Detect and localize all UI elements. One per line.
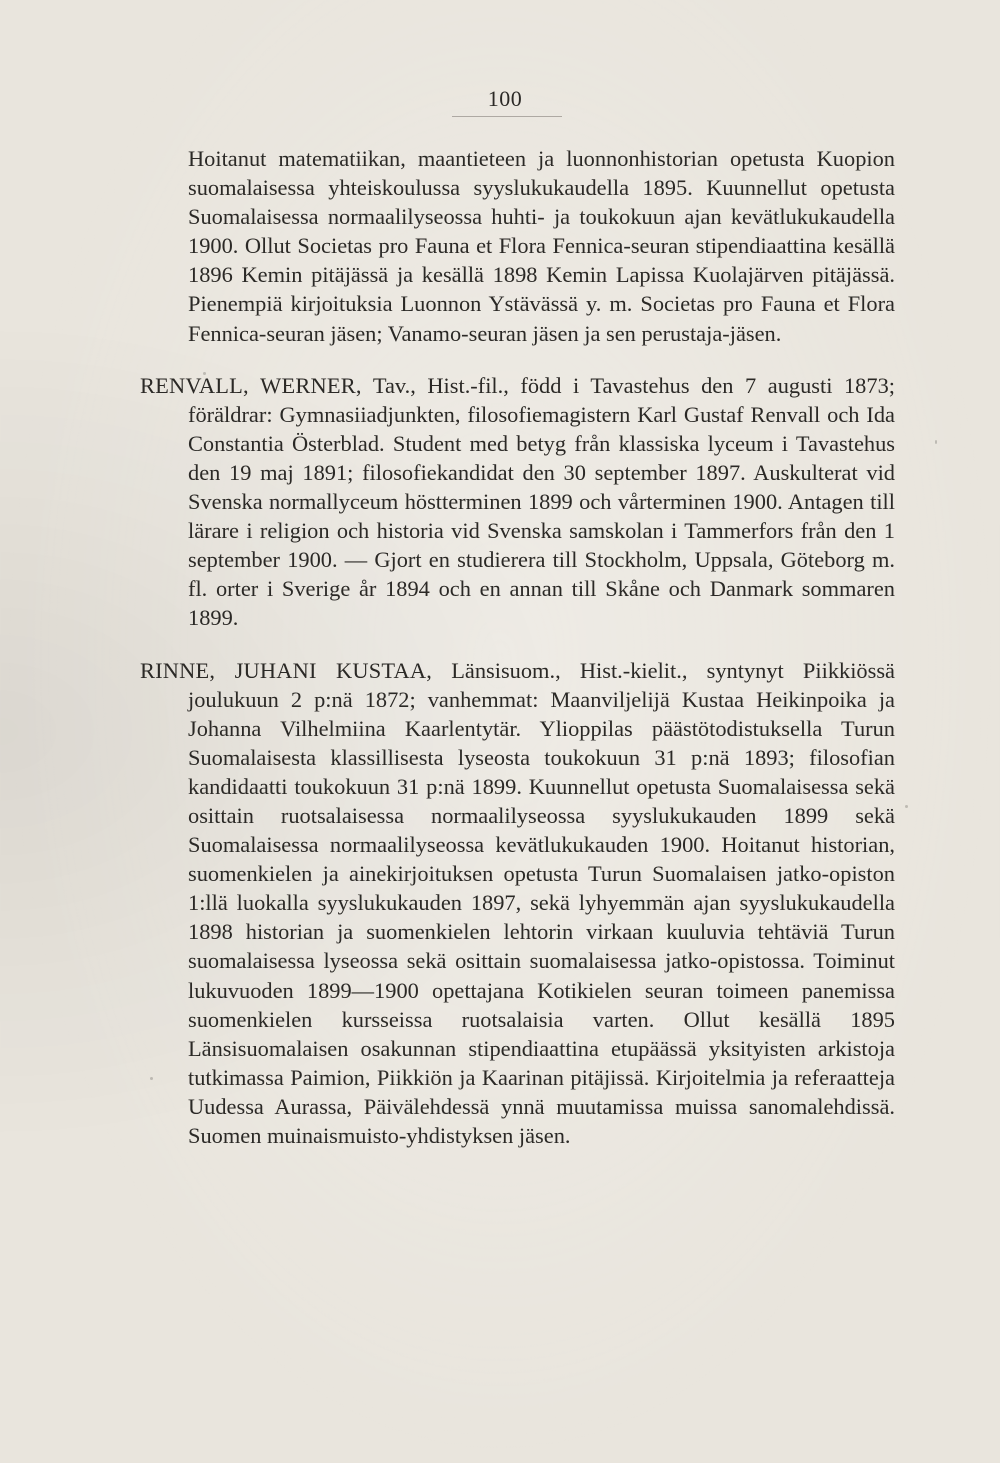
entry-text: Tav., Hist.-fil., född i Tavastehus den 7 augusti 1873; föräldrar: Gymnasiiadjunkten, filosofiemagistern Karl Gustaf Renvall och Ida Constantia Österblad. Student med betyg från klassiska lyceum i Tavastehus den 19 maj 1891; filosofiekandidat den 30 september 1897. Auskulterat vid Svenska normallyceum höstterminen 1899 och vårterminen 1900. Antagen till lärare i religion och historia vid Svenska samskolan i Tammerfors från den 1 september 1900. — Gjort en studierera till Stockholm, Uppsala, Göteborg m. fl. orter i Sverige år 1894 och en annan till Skåne och Danmark sommaren 1899. <box>188 372 895 631</box>
page-number: 100 <box>487 86 523 111</box>
entry-text: Länsisuom., Hist.-kielit., syntynyt Piikkiössä joulukuun 2 p:nä 1872; vanhemmat: Maanviljelijä Kustaa Heikinpoika ja Johanna Vilhelmiina Kaarlentytär. Ylioppilas päästötodistuksella Turun Suomalaisesta klassillisesta lyseosta toukokuun 31 p:nä 1893; filosofian kandidaatti toukokuun 31 p:nä 1899. Kuunnellut opetusta Suomalaisessa sekä osittain ruotsalaisessa normaalilyseossa syyslukukauden 1899 sekä Suomalaisessa normaalilyseossa kevätlukukauden 1900. Hoitanut historian, suomenkielen ja ainekirjoituksen opetusta Turun Suomalaisen jatko-opiston 1:llä luokalla syyslukukauden 1897, sekä lyhyemmän ajan syyslukukaudella 1898 historian ja suomenkielen lehtorin virkaan kuuluvia tehtäviä Turun suomalaisessa lyseossa sekä osittain suomalaisessa jatko-opistossa. Toiminut lukuvuoden 1899—1900 opettajana Kotikielen seuran toimeen panemissa suomenkielen kursseissa ruotsalaisia varten. Ollut kesällä 1895 Länsisuomalaisen osakunnan stipendiaattina etupäässä yksityisten arkistoja tutkimassa Paimion, Piikkiön ja Kaarinan pitäjissä. Kirjoitelmia ja referaatteja Uudessa Aurassa, Päivälehdessä ynnä muutamissa muissa sanomalehdissä. Suomen muinaismuisto-yhdistyksen jäsen. <box>188 657 895 1148</box>
entry-rinne <box>140 656 895 1151</box>
entry-renvall <box>140 371 895 633</box>
page-number-rule <box>452 116 562 117</box>
body-text <box>140 144 895 1150</box>
paper-speck <box>935 440 937 444</box>
entry-name: RINNE, JUHANI KUSTAA, <box>140 657 433 683</box>
paper-speck <box>905 805 908 808</box>
paragraph-continuation <box>140 144 895 348</box>
paragraph-text: Hoitanut matematiikan, maantieteen ja luonnonhistorian opetusta Kuopion suomalaisessa yhteiskoulussa syyslukukaudella 1895. Kuunnellut opetusta Suomalaisessa normaalilyseossa huhti- ja toukokuun ajan kevätlukukaudella 1900. Ollut Societas pro Fauna et Flora Fennica-seuran stipendiaattina kesällä 1896 Kemin pitäjässä ja kesällä 1898 Kemin Lapissa Kuolajärven pitäjässä. Pienempiä kirjoituksia Luonnon Ystävässä y. m. Societas pro Fauna et Flora Fennica-seuran jäsen; Vanamo-seuran jäsen ja sen perustaja-jäsen. <box>188 146 895 346</box>
entry-name: RENVALL, WERNER, <box>140 372 362 398</box>
